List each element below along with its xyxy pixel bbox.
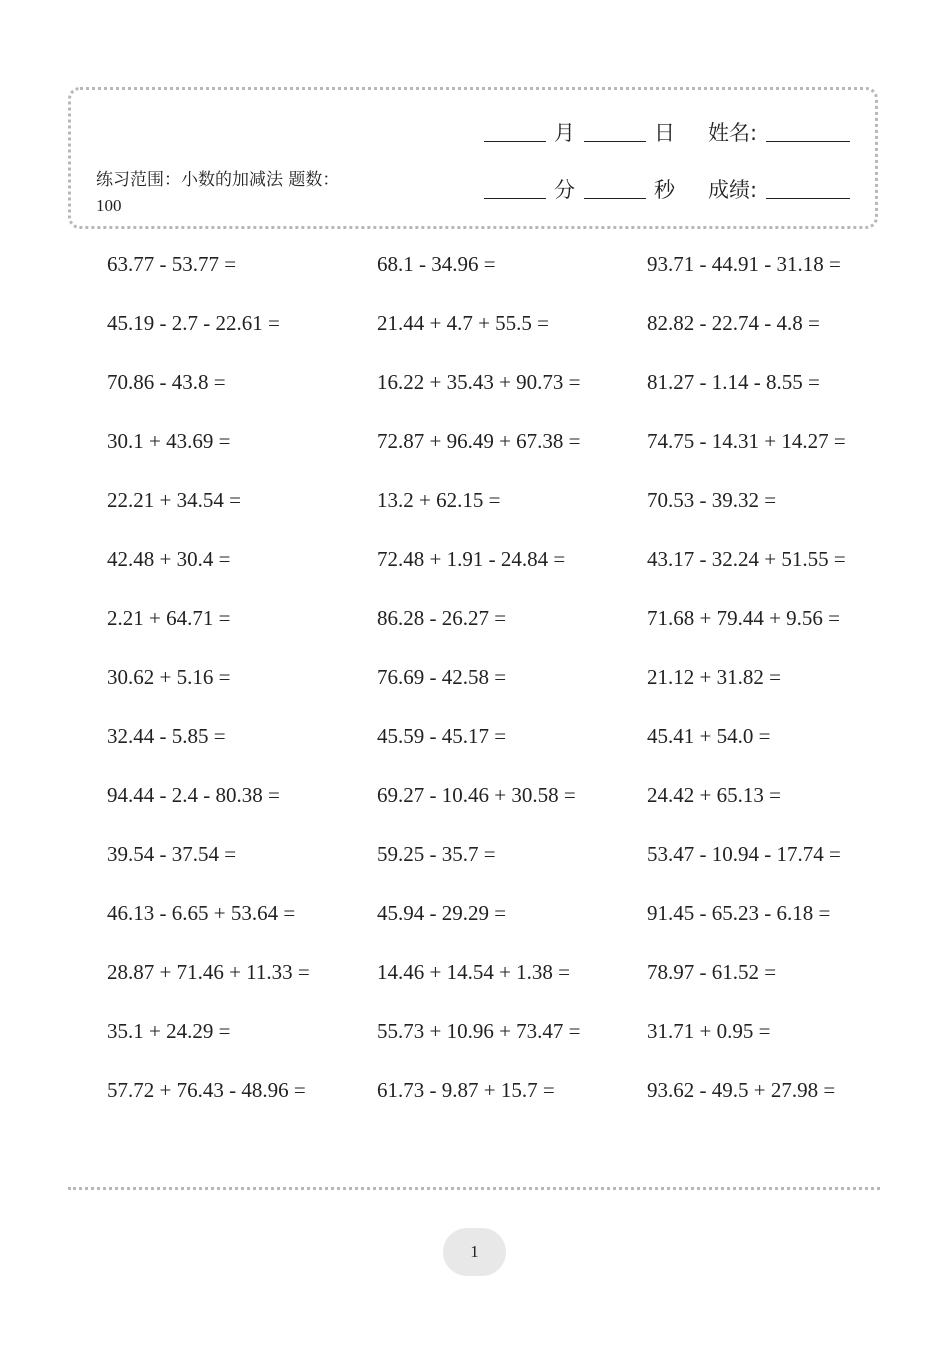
problem-count: 100 — [96, 196, 122, 215]
problem-item: 91.45 - 65.23 - 6.18 = — [647, 901, 831, 925]
problem-item: 2.21 + 64.71 = — [107, 606, 231, 630]
minute-blank[interactable] — [484, 198, 546, 199]
problem-item: 93.62 - 49.5 + 27.98 = — [647, 1078, 836, 1102]
problem-item: 61.73 - 9.87 + 15.7 = — [377, 1078, 555, 1102]
problem-item: 16.22 + 35.43 + 90.73 = — [377, 370, 581, 394]
problem-item: 93.71 - 44.91 - 31.18 = — [647, 252, 841, 276]
problem-item: 22.21 + 34.54 = — [107, 488, 241, 512]
day-blank[interactable] — [584, 141, 646, 142]
day-label: 日 — [654, 121, 675, 145]
problem-item: 45.59 - 45.17 = — [377, 724, 507, 748]
problem-item: 76.69 - 42.58 = — [377, 665, 507, 689]
problem-item: 43.17 - 32.24 + 51.55 = — [647, 547, 846, 571]
name-blank[interactable] — [766, 141, 850, 142]
problem-item: 42.48 + 30.4 = — [107, 547, 231, 571]
problem-item: 45.41 + 54.0 = — [647, 724, 771, 748]
problem-item: 94.44 - 2.4 - 80.38 = — [107, 783, 280, 807]
page-number: 1 — [443, 1228, 506, 1276]
problem-item: 35.1 + 24.29 = — [107, 1019, 231, 1043]
problem-item: 68.1 - 34.96 = — [377, 252, 496, 276]
problem-item: 71.68 + 79.44 + 9.56 = — [647, 606, 841, 630]
month-label: 月 — [554, 121, 575, 145]
problem-item: 39.54 - 37.54 = — [107, 842, 237, 866]
problem-item: 63.77 - 53.77 = — [107, 252, 237, 276]
score-blank[interactable] — [766, 198, 850, 199]
problem-item: 53.47 - 10.94 - 17.74 = — [647, 842, 841, 866]
problem-item: 31.71 + 0.95 = — [647, 1019, 771, 1043]
problem-item: 45.94 - 29.29 = — [377, 901, 507, 925]
name-label: 姓名: — [708, 121, 758, 145]
second-blank[interactable] — [584, 198, 646, 199]
problem-item: 30.1 + 43.69 = — [107, 429, 231, 453]
problem-item: 78.97 - 61.52 = — [647, 960, 777, 984]
month-blank[interactable] — [484, 141, 546, 142]
problem-item: 13.2 + 62.15 = — [377, 488, 501, 512]
problem-item: 55.73 + 10.96 + 73.47 = — [377, 1019, 581, 1043]
problem-item: 81.27 - 1.14 - 8.55 = — [647, 370, 820, 394]
range-label-text: 练习范围：小数的加减法 题数： — [96, 170, 340, 190]
problem-item: 82.82 - 22.74 - 4.8 = — [647, 311, 820, 335]
problem-item: 69.27 - 10.46 + 30.58 = — [377, 783, 576, 807]
problem-item: 57.72 + 76.43 - 48.96 = — [107, 1078, 306, 1102]
problem-item: 32.44 - 5.85 = — [107, 724, 226, 748]
problem-item: 59.25 - 35.7 = — [377, 842, 496, 866]
problem-item: 30.62 + 5.16 = — [107, 665, 231, 689]
problem-item: 72.48 + 1.91 - 24.84 = — [377, 547, 566, 571]
second-label: 秒 — [654, 178, 675, 202]
problem-item: 21.44 + 4.7 + 55.5 = — [377, 311, 550, 335]
practice-range-label — [96, 168, 346, 219]
problem-item: 14.46 + 14.54 + 1.38 = — [377, 960, 571, 984]
minute-label: 分 — [554, 178, 575, 202]
problem-item: 74.75 - 14.31 + 14.27 = — [647, 429, 846, 453]
problem-item: 46.13 - 6.65 + 53.64 = — [107, 901, 296, 925]
problem-item: 21.12 + 31.82 = — [647, 665, 781, 689]
problem-item: 86.28 - 26.27 = — [377, 606, 507, 630]
problem-item: 45.19 - 2.7 - 22.61 = — [107, 311, 280, 335]
problem-item: 72.87 + 96.49 + 67.38 = — [377, 429, 581, 453]
problem-item: 24.42 + 65.13 = — [647, 783, 781, 807]
problem-item: 70.53 - 39.32 = — [647, 488, 777, 512]
footer-divider — [68, 1187, 880, 1190]
problem-item: 28.87 + 71.46 + 11.33 = — [107, 960, 310, 984]
problem-item: 70.86 - 43.8 = — [107, 370, 226, 394]
score-label: 成绩: — [708, 178, 758, 202]
